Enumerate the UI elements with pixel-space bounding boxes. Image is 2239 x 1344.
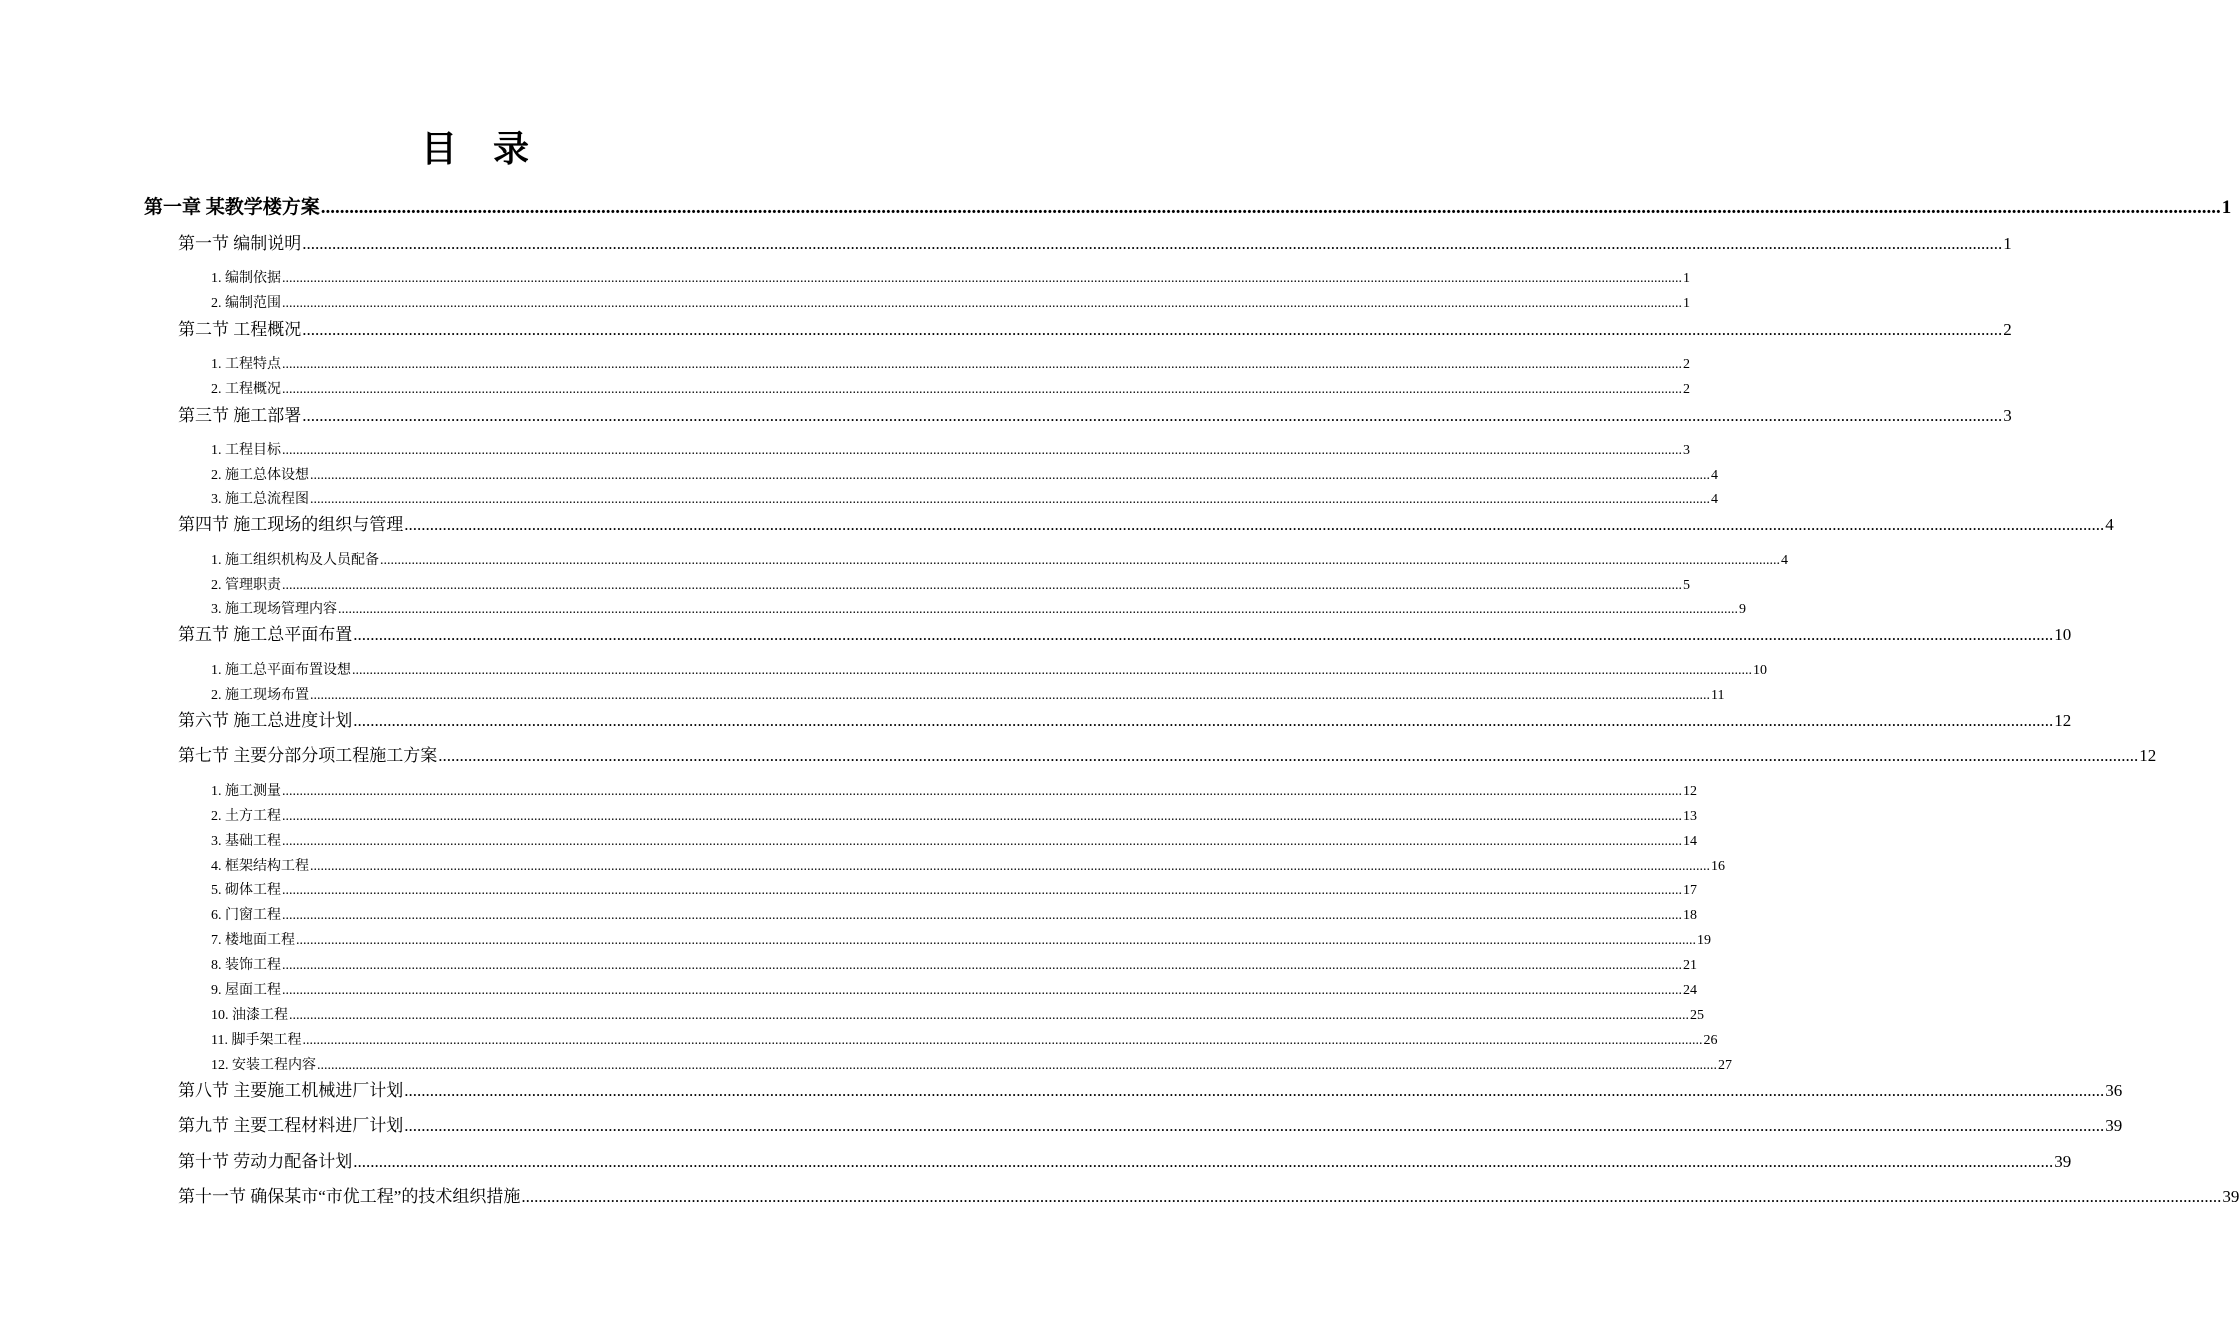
toc-entry-page-number: 1	[2003, 234, 2012, 253]
toc-entry-label: 8. 装饰工程	[211, 958, 281, 973]
toc-entry-page-number: 18	[1683, 908, 1697, 923]
toc-entry-label: 第四节 施工现场的组织与管理	[178, 515, 404, 534]
toc-entry-level2[interactable]	[178, 513, 2114, 537]
toc-entry-page-number: 4	[1711, 492, 1718, 507]
toc-entry-page-number: 25	[1690, 1008, 1704, 1023]
toc-dot-leader: ................................................................................................................................................................................................................................................................................................................................................................................................................	[302, 234, 2003, 253]
toc-entry-page-number: 26	[1703, 1033, 1718, 1048]
toc-dot-leader: ................................................................................................................................................................................................................................................................................................................................................................................................................	[282, 983, 1682, 998]
toc-entry-level2[interactable]	[178, 232, 2012, 256]
toc-entry-page-number: 14	[1683, 834, 1697, 849]
toc-entry-label: 第十节 劳动力配备计划	[178, 1152, 353, 1171]
toc-dot-leader: ................................................................................................................................................................................................................................................................................................................................................................................................................	[302, 320, 2003, 339]
toc-entry-label: 第五节 施工总平面布置	[178, 625, 353, 644]
toc-entry-level3[interactable]	[211, 466, 1718, 486]
toc-dot-leader: ................................................................................................................................................................................................................................................................................................................................................................................................................	[310, 688, 1710, 703]
toc-entry-label: 2. 土方工程	[211, 809, 281, 824]
toc-dot-leader: ................................................................................................................................................................................................................................................................................................................................................................................................................	[282, 443, 1682, 458]
toc-entry-level3[interactable]	[211, 807, 1697, 827]
toc-dot-leader: ................................................................................................................................................................................................................................................................................................................................................................................................................	[282, 382, 1682, 397]
toc-dot-leader: ................................................................................................................................................................................................................................................................................................................................................................................................................	[317, 1058, 1717, 1073]
toc-dot-leader: ................................................................................................................................................................................................................................................................................................................................................................................................................	[404, 515, 2105, 534]
toc-entry-page-number: 2	[1683, 357, 1690, 372]
toc-entry-label: 第一章 某教学楼方案	[144, 197, 320, 218]
toc-entry-page-number: 17	[1683, 883, 1697, 898]
toc-entry-page-number: 11	[1711, 688, 1725, 703]
toc-entry-level2[interactable]	[178, 709, 2072, 733]
toc-dot-leader: ................................................................................................................................................................................................................................................................................................................................................................................................................	[289, 1008, 1689, 1023]
toc-dot-leader: ................................................................................................................................................................................................................................................................................................................................................................................................................	[404, 1116, 2105, 1135]
toc-entry-label: 2. 管理职责	[211, 578, 281, 593]
toc-entry-label: 1. 工程特点	[211, 357, 281, 372]
toc-entry-page-number: 27	[1718, 1058, 1732, 1073]
toc-entry-page-number: 4	[1711, 468, 1718, 483]
toc-entry-page-number: 19	[1697, 933, 1711, 948]
toc-entry-page-number: 12	[2139, 746, 2157, 765]
toc-entry-label: 11. 脚手架工程	[211, 1033, 302, 1048]
toc-dot-leader: ................................................................................................................................................................................................................................................................................................................................................................................................................	[302, 1033, 1703, 1048]
toc-entry-label: 第九节 主要工程材料进厂计划	[178, 1116, 404, 1135]
toc-dot-leader: ................................................................................................................................................................................................................................................................................................................................................................................................................	[296, 933, 1696, 948]
toc-entry-page-number: 2	[2003, 320, 2012, 339]
toc-entry-page-number: 21	[1683, 958, 1697, 973]
toc-entry-level3[interactable]	[211, 782, 1697, 802]
toc-entry-label: 1. 编制依据	[211, 271, 281, 286]
toc-entry-label: 3. 施工现场管理内容	[211, 602, 337, 617]
toc-entry-label: 第八节 主要施工机械进厂计划	[178, 1081, 404, 1100]
toc-entry-page-number: 39	[2054, 1152, 2072, 1171]
toc-entry-label: 2. 施工总体设想	[211, 468, 309, 483]
toc-entry-level3[interactable]	[211, 576, 1690, 596]
toc-entry-level3[interactable]	[211, 881, 1697, 901]
toc-entry-level3[interactable]	[211, 490, 1718, 510]
toc-dot-leader: ................................................................................................................................................................................................................................................................................................................................................................................................................	[438, 746, 2139, 765]
toc-entry-label: 第二节 工程概况	[178, 320, 302, 339]
toc-entry-label: 2. 施工现场布置	[211, 688, 309, 703]
toc-dot-leader: ................................................................................................................................................................................................................................................................................................................................................................................................................	[282, 271, 1682, 286]
toc-entry-page-number: 39	[2222, 1187, 2239, 1206]
toc-dot-leader: ................................................................................................................................................................................................................................................................................................................................................................................................................	[282, 958, 1682, 973]
toc-entry-level3[interactable]	[211, 551, 1788, 571]
toc-dot-leader: ................................................................................................................................................................................................................................................................................................................................................................................................................	[282, 357, 1682, 372]
toc-entry-page-number: 10	[2054, 625, 2072, 644]
toc-entry-label: 5. 砌体工程	[211, 883, 281, 898]
toc-entry-page-number: 16	[1711, 859, 1725, 874]
toc-entry-label: 10. 油漆工程	[211, 1008, 288, 1023]
toc-entry-level2[interactable]	[178, 623, 2072, 647]
toc-entry-label: 第六节 施工总进度计划	[178, 711, 353, 730]
toc-entry-label: 2. 工程概况	[211, 382, 281, 397]
toc-dot-leader: ................................................................................................................................................................................................................................................................................................................................................................................................................	[404, 1081, 2105, 1100]
toc-entry-label: 7. 楼地面工程	[211, 933, 295, 948]
toc-entry-level3[interactable]	[211, 832, 1697, 852]
toc-entry-level3[interactable]	[211, 956, 1697, 976]
toc-entry-label: 12. 安装工程内容	[211, 1058, 316, 1073]
toc-dot-leader: ................................................................................................................................................................................................................................................................................................................................................................................................................	[521, 1187, 2222, 1206]
toc-entry-level3[interactable]	[211, 269, 1690, 289]
toc-entry-label: 3. 施工总流程图	[211, 492, 309, 507]
toc-entry-level3[interactable]	[211, 600, 1746, 620]
toc-dot-leader: ................................................................................................................................................................................................................................................................................................................................................................................................................	[310, 859, 1710, 874]
toc-entry-page-number: 36	[2105, 1081, 2123, 1100]
toc-entry-label: 第一节 编制说明	[178, 234, 302, 253]
toc-entry-label: 第七节 主要分部分项工程施工方案	[178, 746, 438, 765]
toc-dot-leader: ................................................................................................................................................................................................................................................................................................................................................................................................................	[282, 296, 1682, 311]
toc-dot-leader: ................................................................................................................................................................................................................................................................................................................................................................................................................	[282, 784, 1682, 799]
toc-entry-page-number: 4	[1781, 553, 1788, 568]
toc-entry-level3[interactable]	[211, 1056, 1732, 1076]
toc-entry-level2[interactable]	[178, 404, 2012, 428]
toc-entry-label: 第三节 施工部署	[178, 406, 302, 425]
toc-dot-leader: ................................................................................................................................................................................................................................................................................................................................................................................................................	[282, 834, 1682, 849]
toc-entry-label: 6. 门窗工程	[211, 908, 281, 923]
toc-entry-label: 1. 施工组织机构及人员配备	[211, 553, 379, 568]
toc-entry-level2[interactable]	[178, 1079, 2123, 1103]
toc-entry-level2[interactable]	[178, 1150, 2072, 1174]
toc-entry-level2[interactable]	[178, 744, 2157, 768]
toc-entry-level3[interactable]	[211, 355, 1690, 375]
toc-dot-leader: ................................................................................................................................................................................................................................................................................................................................................................................................................	[353, 625, 2054, 644]
toc-entry-label: 9. 屋面工程	[211, 983, 281, 998]
toc-entry-page-number: 2	[1683, 382, 1690, 397]
toc-title: 目 录	[420, 129, 529, 170]
toc-entry-level3[interactable]	[211, 1031, 1718, 1051]
toc-entry-level3[interactable]	[211, 661, 1767, 681]
toc-dot-leader: ................................................................................................................................................................................................................................................................................................................................................................................................................	[338, 602, 1738, 617]
toc-dot-leader: ................................................................................................................................................................................................................................................................................................................................................................................................................	[320, 197, 2221, 218]
toc-entry-level3[interactable]	[211, 686, 1725, 706]
toc-entry-label: 1. 施工总平面布置设想	[211, 663, 351, 678]
toc-entry-level3[interactable]	[211, 1006, 1704, 1026]
toc-entry-label: 2. 编制范围	[211, 296, 281, 311]
toc-entry-level2[interactable]	[178, 1185, 2239, 1209]
toc-dot-leader: ................................................................................................................................................................................................................................................................................................................................................................................................................	[352, 663, 1752, 678]
toc-entry-page-number: 1	[1683, 296, 1690, 311]
toc-dot-leader: ................................................................................................................................................................................................................................................................................................................................................................................................................	[282, 809, 1682, 824]
toc-dot-leader: ................................................................................................................................................................................................................................................................................................................................................................................................................	[282, 578, 1682, 593]
toc-dot-leader: ................................................................................................................................................................................................................................................................................................................................................................................................................	[310, 492, 1710, 507]
toc-entry-level3[interactable]	[211, 857, 1725, 877]
toc-entry-label: 3. 基础工程	[211, 834, 281, 849]
toc-entry-level3[interactable]	[211, 981, 1697, 1001]
toc-entry-label: 4. 框架结构工程	[211, 859, 309, 874]
toc-entry-page-number: 12	[1683, 784, 1697, 799]
toc-dot-leader: ................................................................................................................................................................................................................................................................................................................................................................................................................	[282, 883, 1682, 898]
toc-entry-page-number: 1	[2221, 197, 2232, 218]
toc-entry-level2[interactable]	[178, 318, 2012, 342]
toc-entry-label: 1. 工程目标	[211, 443, 281, 458]
toc-entry-page-number: 5	[1683, 578, 1690, 593]
toc-dot-leader: ................................................................................................................................................................................................................................................................................................................................................................................................................	[380, 553, 1780, 568]
toc-entry-level3[interactable]	[211, 906, 1697, 926]
toc-dot-leader: ................................................................................................................................................................................................................................................................................................................................................................................................................	[353, 1152, 2054, 1171]
toc-entry-page-number: 3	[2003, 406, 2012, 425]
toc-entry-page-number: 13	[1683, 809, 1697, 824]
toc-entry-page-number: 24	[1683, 983, 1697, 998]
toc-entry-page-number: 4	[2105, 515, 2114, 534]
toc-dot-leader: ................................................................................................................................................................................................................................................................................................................................................................................................................	[282, 908, 1682, 923]
toc-entry-page-number: 3	[1683, 443, 1690, 458]
toc-entry-label: 第十一节 确保某市“市优工程”的技术组织措施	[178, 1187, 521, 1206]
toc-entry-level3[interactable]	[211, 294, 1690, 314]
toc-entry-level2[interactable]	[178, 1114, 2123, 1138]
toc-dot-leader: ................................................................................................................................................................................................................................................................................................................................................................................................................	[310, 468, 1710, 483]
toc-entry-level3[interactable]	[211, 441, 1690, 461]
toc-entry-level1[interactable]	[144, 195, 2232, 221]
toc-entry-label: 1. 施工测量	[211, 784, 281, 799]
toc-entry-page-number: 39	[2105, 1116, 2123, 1135]
toc-dot-leader: ................................................................................................................................................................................................................................................................................................................................................................................................................	[302, 406, 2003, 425]
toc-entry-page-number: 9	[1739, 602, 1746, 617]
toc-entry-page-number: 12	[2054, 711, 2072, 730]
toc-entry-level3[interactable]	[211, 931, 1711, 951]
toc-entry-page-number: 10	[1753, 663, 1767, 678]
toc-entry-level3[interactable]	[211, 380, 1690, 400]
toc-dot-leader: ................................................................................................................................................................................................................................................................................................................................................................................................................	[353, 711, 2054, 730]
toc-entry-page-number: 1	[1683, 271, 1690, 286]
